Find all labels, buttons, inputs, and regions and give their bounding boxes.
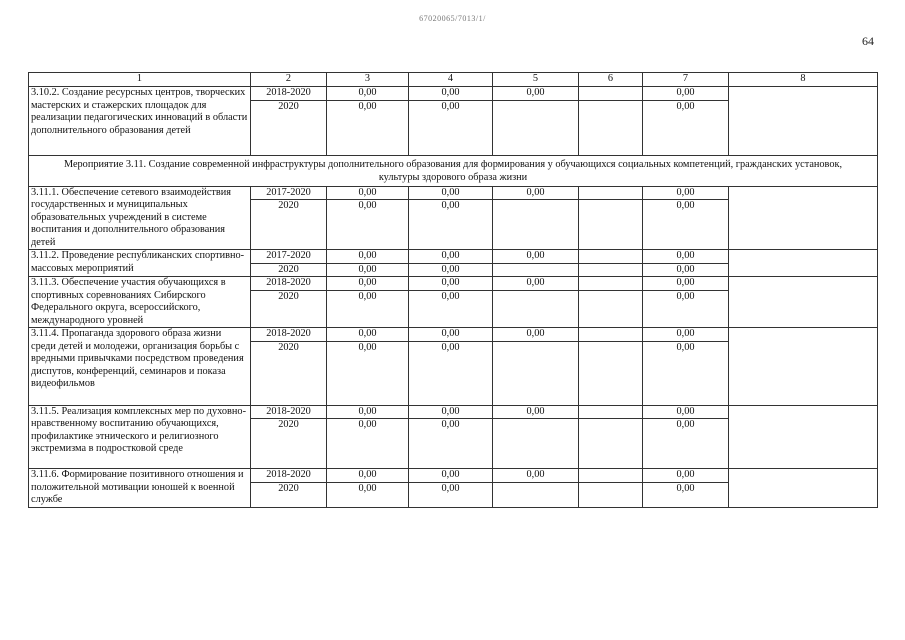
note-cell [729,405,878,469]
table-row [29,328,878,342]
period-cell: 2020 [251,482,327,507]
value-cell [579,291,643,328]
value-cell: 0,00 [643,186,729,200]
value-cell [579,250,643,264]
value-cell [579,328,643,342]
value-cell: 0,00 [643,405,729,419]
value-cell: 0,00 [643,291,729,328]
document-id: 67020065/7013/1/ [419,14,486,23]
value-cell: 0,00 [493,250,579,264]
value-cell: 0,00 [327,263,409,277]
value-cell: 0,00 [643,419,729,469]
value-cell: 0,00 [493,87,579,101]
value-cell: 0,00 [327,469,409,483]
note-cell [729,87,878,156]
value-cell [493,341,579,405]
period-cell: 2020 [251,263,327,277]
value-cell [493,200,579,250]
value-cell: 0,00 [327,291,409,328]
column-header: 6 [579,73,643,87]
value-cell: 0,00 [409,87,493,101]
value-cell: 0,00 [409,186,493,200]
value-cell: 0,00 [409,250,493,264]
value-cell: 0,00 [643,250,729,264]
period-cell: 2018-2020 [251,87,327,101]
table-row [29,469,878,483]
value-cell [579,277,643,291]
value-cell: 0,00 [327,100,409,155]
value-cell [493,419,579,469]
column-header: 5 [493,73,579,87]
value-cell: 0,00 [327,405,409,419]
table-row [29,277,878,291]
value-cell [579,100,643,155]
column-header: 7 [643,73,729,87]
value-cell: 0,00 [493,469,579,483]
measure-name: 3.11.4. Пропаганда здорового образа жизни среди детей и молодежи, организация борьбы с вредными привычками посредством проведения диспутов, конференций, семинаров и показа видеофильмов [29,328,251,406]
value-cell [493,291,579,328]
value-cell: 0,00 [409,341,493,405]
value-cell [493,482,579,507]
period-cell: 2017-2020 [251,186,327,200]
period-cell: 2017-2020 [251,250,327,264]
value-cell [579,419,643,469]
value-cell [579,263,643,277]
column-header: 2 [251,73,327,87]
column-header: 1 [29,73,251,87]
note-cell [729,277,878,328]
value-cell [579,186,643,200]
period-cell: 2020 [251,341,327,405]
value-cell: 0,00 [409,100,493,155]
value-cell: 0,00 [327,328,409,342]
value-cell [579,341,643,405]
value-cell: 0,00 [409,328,493,342]
column-number-row [29,73,878,87]
value-cell: 0,00 [643,277,729,291]
value-cell: 0,00 [409,419,493,469]
page-number: 64 [862,34,874,48]
measure-name: 3.11.5. Реализация комплексных мер по духовно-нравственному воспитанию обучающихся, профилактике этнического и религиозного экстремизма в подростковой среде [29,405,251,469]
value-cell: 0,00 [327,277,409,291]
value-cell [579,87,643,101]
value-cell: 0,00 [493,186,579,200]
value-cell: 0,00 [327,186,409,200]
measure-name: 3.10.2. Создание ресурсных центров, творческих мастерских и стажерских площадок для реализации педагогических инноваций в области дополнительного образования детей [29,87,251,156]
value-cell [493,100,579,155]
period-cell: 2020 [251,200,327,250]
period-cell: 2018-2020 [251,328,327,342]
value-cell [579,405,643,419]
value-cell [579,482,643,507]
event-row [29,155,878,186]
value-cell: 0,00 [643,341,729,405]
value-cell: 0,00 [409,469,493,483]
note-cell [729,328,878,406]
note-cell [729,250,878,277]
value-cell: 0,00 [643,469,729,483]
value-cell: 0,00 [643,200,729,250]
value-cell: 0,00 [409,263,493,277]
measure-name: 3.11.6. Формирование позитивного отношения и положительной мотивации юношей к военной службе [29,469,251,508]
table-row [29,87,878,101]
value-cell: 0,00 [327,87,409,101]
value-cell: 0,00 [409,200,493,250]
value-cell: 0,00 [327,341,409,405]
period-cell: 2018-2020 [251,469,327,483]
value-cell: 0,00 [643,87,729,101]
value-cell: 0,00 [643,328,729,342]
value-cell: 0,00 [327,200,409,250]
value-cell: 0,00 [409,291,493,328]
value-cell: 0,00 [493,405,579,419]
period-cell: 2020 [251,291,327,328]
measure-name: 3.11.3. Обеспечение участия обучающихся в спортивных соревнованиях Сибирского Федерального округа, всероссийского, международного уровней [29,277,251,328]
value-cell: 0,00 [327,250,409,264]
period-cell: 2020 [251,100,327,155]
value-cell: 0,00 [409,277,493,291]
value-cell: 0,00 [643,100,729,155]
period-cell: 2018-2020 [251,277,327,291]
program-table [28,72,878,508]
value-cell: 0,00 [493,277,579,291]
table-row [29,250,878,264]
column-header: 3 [327,73,409,87]
note-cell [729,186,878,250]
value-cell: 0,00 [643,263,729,277]
value-cell [579,200,643,250]
column-header: 4 [409,73,493,87]
period-cell: 2020 [251,419,327,469]
measure-name: 3.11.1. Обеспечение сетевого взаимодействия государственных и муниципальных образовательных учреждений в системе воспитания и дополнительного образования детей [29,186,251,250]
measure-name: 3.11.2. Проведение республиканских спортивно-массовых мероприятий [29,250,251,277]
value-cell: 0,00 [409,482,493,507]
table-row [29,186,878,200]
value-cell: 0,00 [327,482,409,507]
event-title: Мероприятие 3.11. Создание современной инфраструктуры дополнительного образования для формирования у обучающихся социальных компетенций, гражданских установок, культуры здорового образа жизни [29,155,878,186]
value-cell [493,263,579,277]
note-cell [729,469,878,508]
value-cell: 0,00 [409,405,493,419]
value-cell: 0,00 [643,482,729,507]
value-cell: 0,00 [493,328,579,342]
period-cell: 2018-2020 [251,405,327,419]
value-cell [579,469,643,483]
value-cell: 0,00 [327,419,409,469]
column-header: 8 [729,73,878,87]
table-row [29,405,878,419]
